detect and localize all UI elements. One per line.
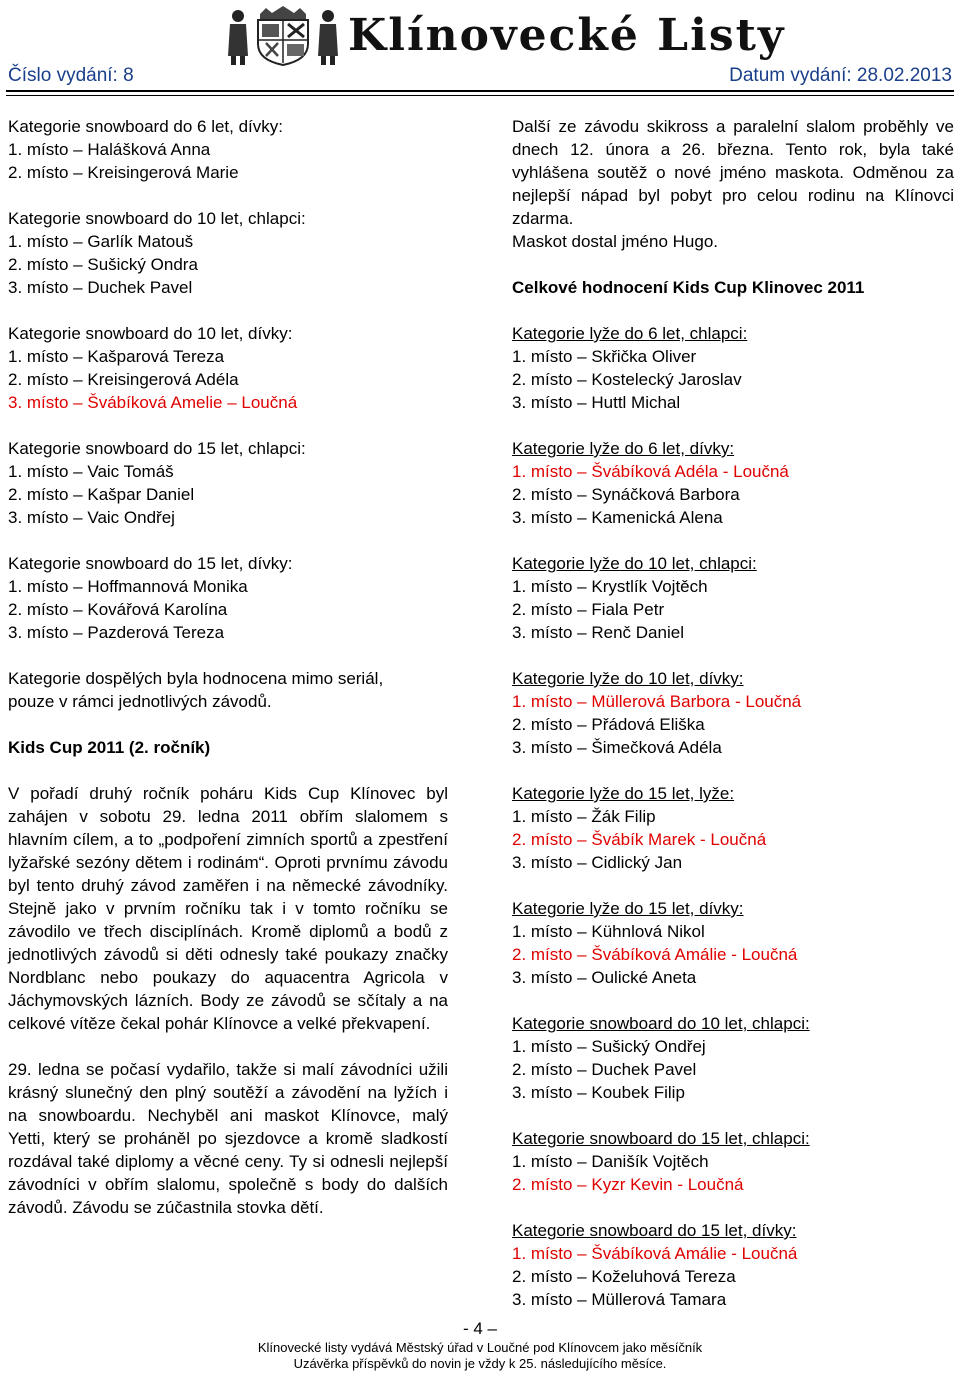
result-line: 2. místo – Kostelecký Jaroslav <box>512 370 742 389</box>
category-block <box>8 115 448 184</box>
intro-last-line: Maskot dostal jméno Hugo. <box>512 232 718 251</box>
category-heading: Kategorie lyže do 10 let, dívky: <box>512 669 744 688</box>
result-line: 2. místo – Přádová Eliška <box>512 715 705 734</box>
result-line: 1. místo – Žák Filip <box>512 807 656 826</box>
result-line: 2. místo – Duchek Pavel <box>512 1060 697 1079</box>
category-block <box>512 322 954 414</box>
result-line: 2. místo – Sušický Ondra <box>8 255 198 274</box>
page-footer <box>0 1318 960 1372</box>
category-heading: Kategorie snowboard do 6 let, dívky: <box>8 117 283 136</box>
article-paragraph: 29. ledna se počasí vydařilo, takže si malí závodníci užili krásný slunečný den plný soutěží a závodění na lyžích i na snowboardu. Nechyběl ani maskot Klínovce, malý Yetti, který se proháněl po sjezdovce a kromě sladkostí rozdával také diplomy a věcné ceny. Ty si odnesli nejlepší závodníci v obřím slalomu, společně s body do dalších závodů. Závodu se zúčastnila stovka dětí. <box>8 1060 448 1217</box>
page-header <box>0 0 960 92</box>
result-line: 3. místo – Renč Daniel <box>512 623 684 642</box>
result-line: 1. místo – Krystlík Vojtěch <box>512 577 708 596</box>
result-line: 3. místo – Duchek Pavel <box>8 278 193 297</box>
page-number: - 4 – <box>462 1319 498 1338</box>
category-heading: Kategorie lyže do 15 let, dívky: <box>512 899 744 918</box>
category-heading: Kategorie snowboard do 15 let, dívky: <box>512 1221 797 1240</box>
result-line: 2. místo – Kyzr Kevin - Loučná <box>512 1175 744 1194</box>
category-block <box>512 1127 954 1196</box>
town-crest-logo <box>226 6 340 66</box>
result-line: 3. místo – Pazderová Tereza <box>8 623 225 642</box>
result-line: 1. místo – Halášková Anna <box>8 140 211 159</box>
deadline-note: Uzávěrka příspěvků do novin je vždy k 25. následujícího měsíce. <box>293 1356 667 1371</box>
kids-cup-heading: Kids Cup 2011 (2. ročník) <box>8 738 211 757</box>
adults-note <box>8 667 448 713</box>
category-heading: Kategorie snowboard do 10 let, chlapci: <box>512 1014 810 1033</box>
category-heading: Kategorie lyže do 10 let, chlapci: <box>512 554 757 573</box>
result-line: 3. místo – Švábíková Amelie – Loučná <box>8 393 298 412</box>
result-line: 3. místo – Müllerová Tamara <box>512 1290 727 1309</box>
result-line: 1. místo – Kašparová Tereza <box>8 347 225 366</box>
right-results <box>512 322 954 1311</box>
category-block <box>512 667 954 759</box>
publisher-note: Klínovecké listy vydává Městský úřad v Loučné pod Klínovcem jako měsíčník <box>257 1340 703 1355</box>
overall-heading: Celkové hodnocení Kids Cup Klinovec 2011 <box>512 278 865 297</box>
intro-paragraph: Další ze závodu skikross a paralelní slalom proběhly ve dnech 12. února a 26. března. Tento rok, byla také vyhlášena soutěž o nové jméno maskota. Odměnou za nejlepší nápad byl pobyt pro celou rodinu na Klínovci zdarma. <box>512 117 954 228</box>
result-line: 3. místo – Vaic Ondřej <box>8 508 175 527</box>
category-block <box>8 207 448 299</box>
result-line: 2. místo – Švábík Marek - Loučná <box>512 830 767 849</box>
result-line: 2. místo – Švábíková Amálie - Loučná <box>512 945 798 964</box>
header-rule <box>6 90 954 92</box>
result-line: 1. místo – Kühnlová Nikol <box>512 922 705 941</box>
left-results <box>8 115 448 644</box>
result-line: 2. místo – Kreisingerová Adéla <box>8 370 239 389</box>
category-block <box>512 782 954 874</box>
category-heading: Kategorie snowboard do 15 let, dívky: <box>8 554 293 573</box>
result-line: 1. místo – Garlík Matouš <box>8 232 194 251</box>
result-line: 3. místo – Šimečková Adéla <box>512 738 722 757</box>
result-line: 3. místo – Oulické Aneta <box>512 968 697 987</box>
header-rule-thin <box>6 95 954 96</box>
category-heading: Kategorie snowboard do 10 let, dívky: <box>8 324 293 343</box>
category-heading: Kategorie snowboard do 15 let, chlapci: <box>512 1129 810 1148</box>
category-heading: Kategorie lyže do 15 let, lyže: <box>512 784 735 803</box>
result-line: 2. místo – Koželuhová Tereza <box>512 1267 736 1286</box>
result-line: 2. místo – Fiala Petr <box>512 600 665 619</box>
result-line: 1. místo – Müllerová Barbora - Loučná <box>512 692 802 711</box>
result-line: 1. místo – Danišík Vojtěch <box>512 1152 709 1171</box>
result-line: 3. místo – Cidlický Jan <box>512 853 683 872</box>
category-block <box>512 1219 954 1311</box>
result-line: 3. místo – Koubek Filip <box>512 1083 685 1102</box>
category-block <box>512 552 954 644</box>
right-column <box>512 115 954 1334</box>
category-block <box>512 897 954 989</box>
result-line: 3. místo – Huttl Michal <box>512 393 681 412</box>
issue-number: Číslo vydání: 8 <box>8 65 134 86</box>
result-line: 2. místo – Synáčková Barbora <box>512 485 740 504</box>
category-block <box>512 437 954 529</box>
category-block <box>8 552 448 644</box>
adults-note-line: pouze v rámci jednotlivých závodů. <box>8 692 272 711</box>
left-column <box>8 115 448 1242</box>
issue-date: Datum vydání: 28.02.2013 <box>729 65 952 86</box>
result-line: 2. místo – Kreisingerová Marie <box>8 163 239 182</box>
category-block <box>8 437 448 529</box>
category-heading: Kategorie lyže do 6 let, chlapci: <box>512 324 748 343</box>
result-line: 1. místo – Švábíková Adéla - Loučná <box>512 462 789 481</box>
category-heading: Kategorie snowboard do 15 let, chlapci: <box>8 439 306 458</box>
result-line: 1. místo – Švábíková Amálie - Loučná <box>512 1244 798 1263</box>
result-line: 1. místo – Sušický Ondřej <box>512 1037 706 1056</box>
adults-note-line: Kategorie dospělých byla hodnocena mimo seriál, <box>8 669 384 688</box>
category-block <box>8 322 448 414</box>
result-line: 3. místo – Kamenická Alena <box>512 508 723 527</box>
result-line: 2. místo – Kovářová Karolína <box>8 600 228 619</box>
category-heading: Kategorie snowboard do 10 let, chlapci: <box>8 209 306 228</box>
result-line: 2. místo – Kašpar Daniel <box>8 485 195 504</box>
category-block <box>512 1012 954 1104</box>
result-line: 1. místo – Skřička Oliver <box>512 347 697 366</box>
result-line: 1. místo – Vaic Tomáš <box>8 462 174 481</box>
article-paragraph: V pořadí druhý ročník poháru Kids Cup Klínovec byl zahájen v sobotu 29. ledna 2011 obřím slalomem s hlavním cílem, a to „podpoření zimních sportů a zpestření lyžařské sezóny dětem i rodinám“. Oproti prvnímu závodu byl tento druhý závod zaměřen i na německé závodníky. Stejně jako v prvním ročníku tak i v tomto ročníku se závodilo ve třech disciplínách. Kromě diplomů a bodů z jednotlivých závodů si děti odnesly také poukazy značky Nordblanc nebo poukazy do aquacentra Agricola v Jáchymovských lázních. Body ze závodů se sčítaly a na celkové vítěze čekal pohár Klínovce a velké překvapení. <box>8 784 448 1033</box>
category-heading: Kategorie lyže do 6 let, dívky: <box>512 439 735 458</box>
result-line: 1. místo – Hoffmannová Monika <box>8 577 248 596</box>
masthead-title: Klínovecké Listy <box>348 10 786 61</box>
